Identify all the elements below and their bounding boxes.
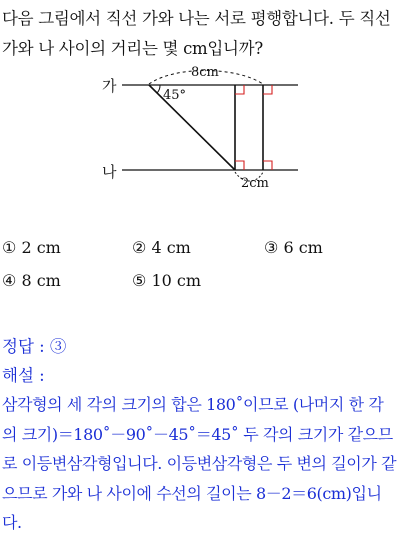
label-ga: 가 <box>102 77 117 95</box>
question-text: 다음 그림에서 직선 가와 나는 서로 평행합니다. 두 직선 가와 나 사이의 거리는 몇 cm입니까? <box>2 9 391 58</box>
length-8cm-label: 8cm <box>191 65 219 80</box>
explanation-text: 삼각형의 세 각의 크기의 합은 180˚이므로 (나머지 한 각의 크기)＝180˚－90˚－45˚＝45˚ 두 각의 크기가 같으므로 이등변삼각형입니다. 이등변삼각형은 두 변의 길이가 같으므로 가와 나 사이에 수선의 길이는 8－2＝6(cm)입니다. <box>2 395 397 532</box>
diagonal-segment <box>149 85 235 170</box>
choice-text: 6 cm <box>283 238 323 257</box>
right-angle-mark <box>235 85 244 94</box>
right-angle-mark <box>235 161 244 170</box>
angle-label: 45° <box>163 88 187 103</box>
choice-4[interactable] <box>2 271 61 290</box>
explanation-label: 해설 : <box>2 366 45 385</box>
choice-marker: ① <box>2 238 17 257</box>
choice-5[interactable] <box>132 271 201 290</box>
length-2cm-label: 2cm <box>241 176 269 191</box>
answer-line: 정답 : ③ <box>2 337 67 356</box>
choice-text: 8 cm <box>21 271 61 290</box>
choice-marker: ② <box>132 238 147 257</box>
choice-text: 10 cm <box>151 271 202 290</box>
choice-1[interactable] <box>2 238 61 257</box>
parallel-lines-figure <box>0 60 400 200</box>
choice-2[interactable] <box>132 238 191 257</box>
right-angle-mark <box>263 85 272 94</box>
choice-marker: ④ <box>2 271 17 290</box>
choice-text: 2 cm <box>21 238 61 257</box>
choice-3[interactable] <box>264 238 323 257</box>
choice-marker: ⑤ <box>132 271 147 290</box>
right-angle-mark <box>263 161 272 170</box>
choice-marker: ③ <box>264 238 279 257</box>
angle-arc <box>157 85 160 93</box>
label-na: 나 <box>102 163 117 181</box>
choice-text: 4 cm <box>151 238 191 257</box>
